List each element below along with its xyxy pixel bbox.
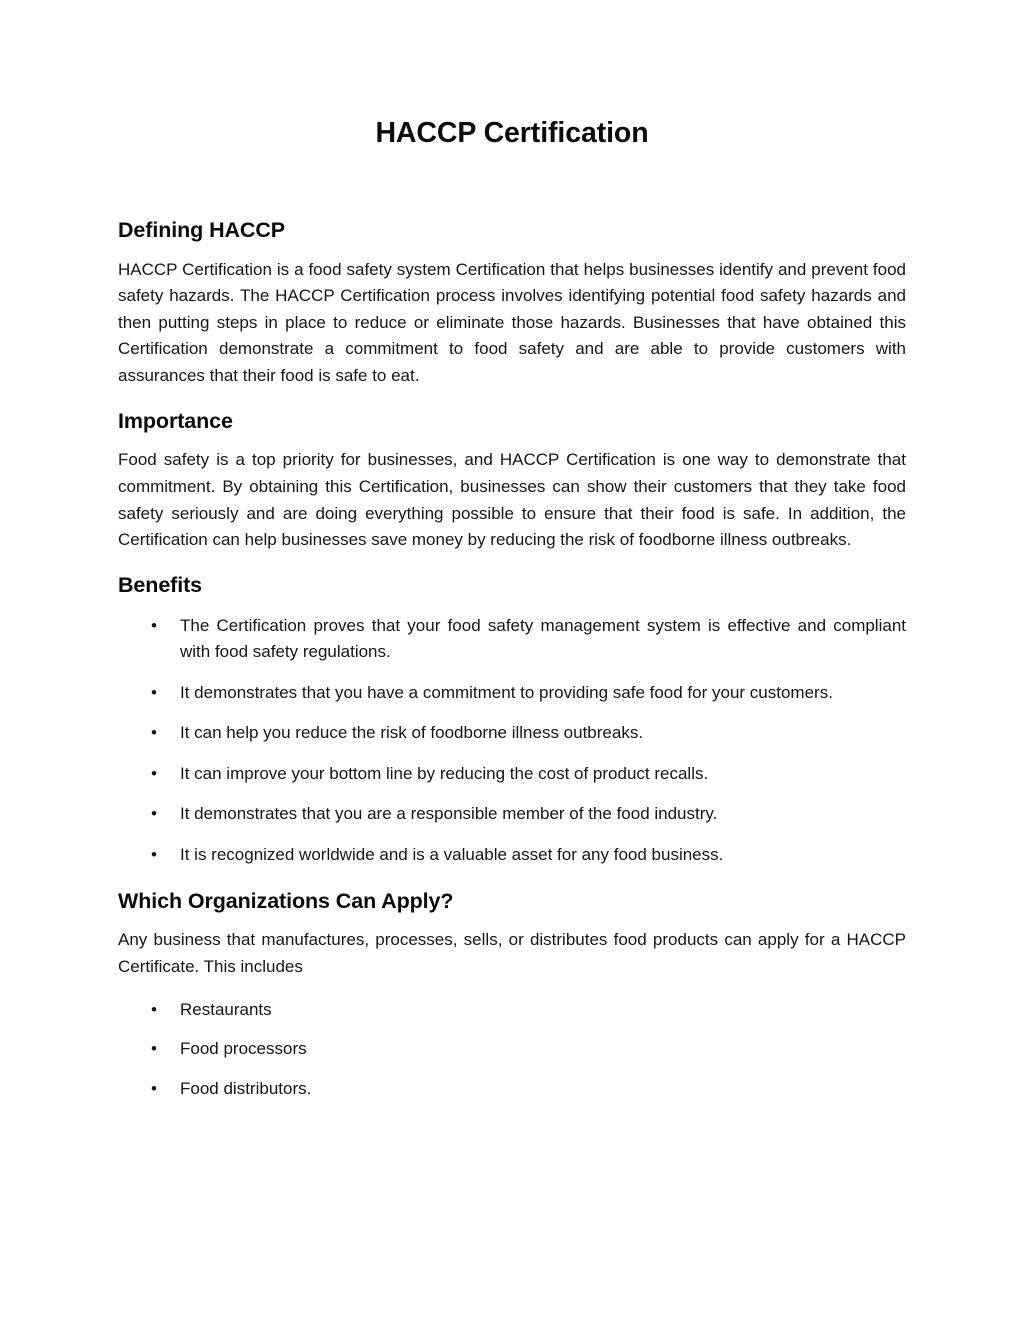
section-paragraph-importance: Food safety is a top priority for businesses, and HACCP Certification is one way to demonstrate that commitment. By obtaining this Certification, businesses can show their customers that they take food safety seriously and are doing everything possible to ensure that their food is safe. In addition, the Certification can help businesses save money by reducing the risk of foodborne illness outbreaks.	[118, 450, 906, 550]
section-heading-benefits: Benefits	[118, 572, 203, 597]
eligible-organizations-list	[118, 981, 906, 1103]
list-item	[118, 997, 906, 1024]
list-item	[118, 720, 906, 747]
bullet-icon: •	[151, 615, 157, 635]
bullet-icon: •	[151, 723, 157, 743]
list-item	[118, 613, 906, 666]
benefits-list	[118, 599, 906, 869]
section-paragraph-which-organizations-can-apply: Any business that manufactures, processes, sells, or distributes food products can apply for a HACCP Certificate. This includes	[118, 930, 906, 977]
list-item	[118, 680, 906, 707]
bullet-icon: •	[151, 682, 157, 702]
list-item-text: Food distributors.	[180, 1078, 312, 1098]
section-paragraph-defining-haccp: HACCP Certification is a food safety system Certification that helps businesses identify and prevent food safety hazards. The HACCP Certification process involves identifying potential food safety hazards and then putting steps in place to reduce or eliminate those hazards. Businesses that have obtained this Certification demonstrate a commitment to food safety and are able to provide customers with assurances that their food is safe to eat.	[118, 259, 906, 385]
list-item-text: Food processors	[180, 1039, 307, 1059]
bullet-icon: •	[151, 999, 157, 1019]
list-item	[118, 1036, 906, 1063]
list-item	[118, 801, 906, 828]
bullet-icon: •	[151, 845, 157, 865]
list-item-text: It can improve your bottom line by reducing the cost of product recalls.	[180, 763, 709, 783]
section-heading-importance: Importance	[118, 408, 233, 433]
section-heading-which-organizations-can-apply: Which Organizations Can Apply?	[118, 888, 454, 913]
list-item-text: Restaurants	[180, 999, 272, 1019]
bullet-icon: •	[151, 804, 157, 824]
list-item-text: It demonstrates that you have a commitment to providing safe food for your customers.	[180, 682, 833, 702]
bullet-icon: •	[151, 1039, 157, 1059]
list-item	[118, 761, 906, 788]
bullet-icon: •	[151, 1078, 157, 1098]
page-title: HACCP Certification	[375, 117, 649, 149]
list-item-text: The Certification proves that your food safety management system is effective and compliant with food safety regulations.	[180, 615, 906, 662]
list-item-text: It is recognized worldwide and is a valuable asset for any food business.	[180, 845, 724, 865]
list-item	[118, 842, 906, 869]
list-item	[118, 1076, 906, 1103]
list-item-text: It can help you reduce the risk of foodborne illness outbreaks.	[180, 723, 644, 743]
bullet-icon: •	[151, 763, 157, 783]
list-item-text: It demonstrates that you are a responsible member of the food industry.	[180, 804, 718, 824]
section-heading-defining-haccp: Defining HACCP	[118, 217, 286, 242]
document-content	[118, 0, 906, 1115]
